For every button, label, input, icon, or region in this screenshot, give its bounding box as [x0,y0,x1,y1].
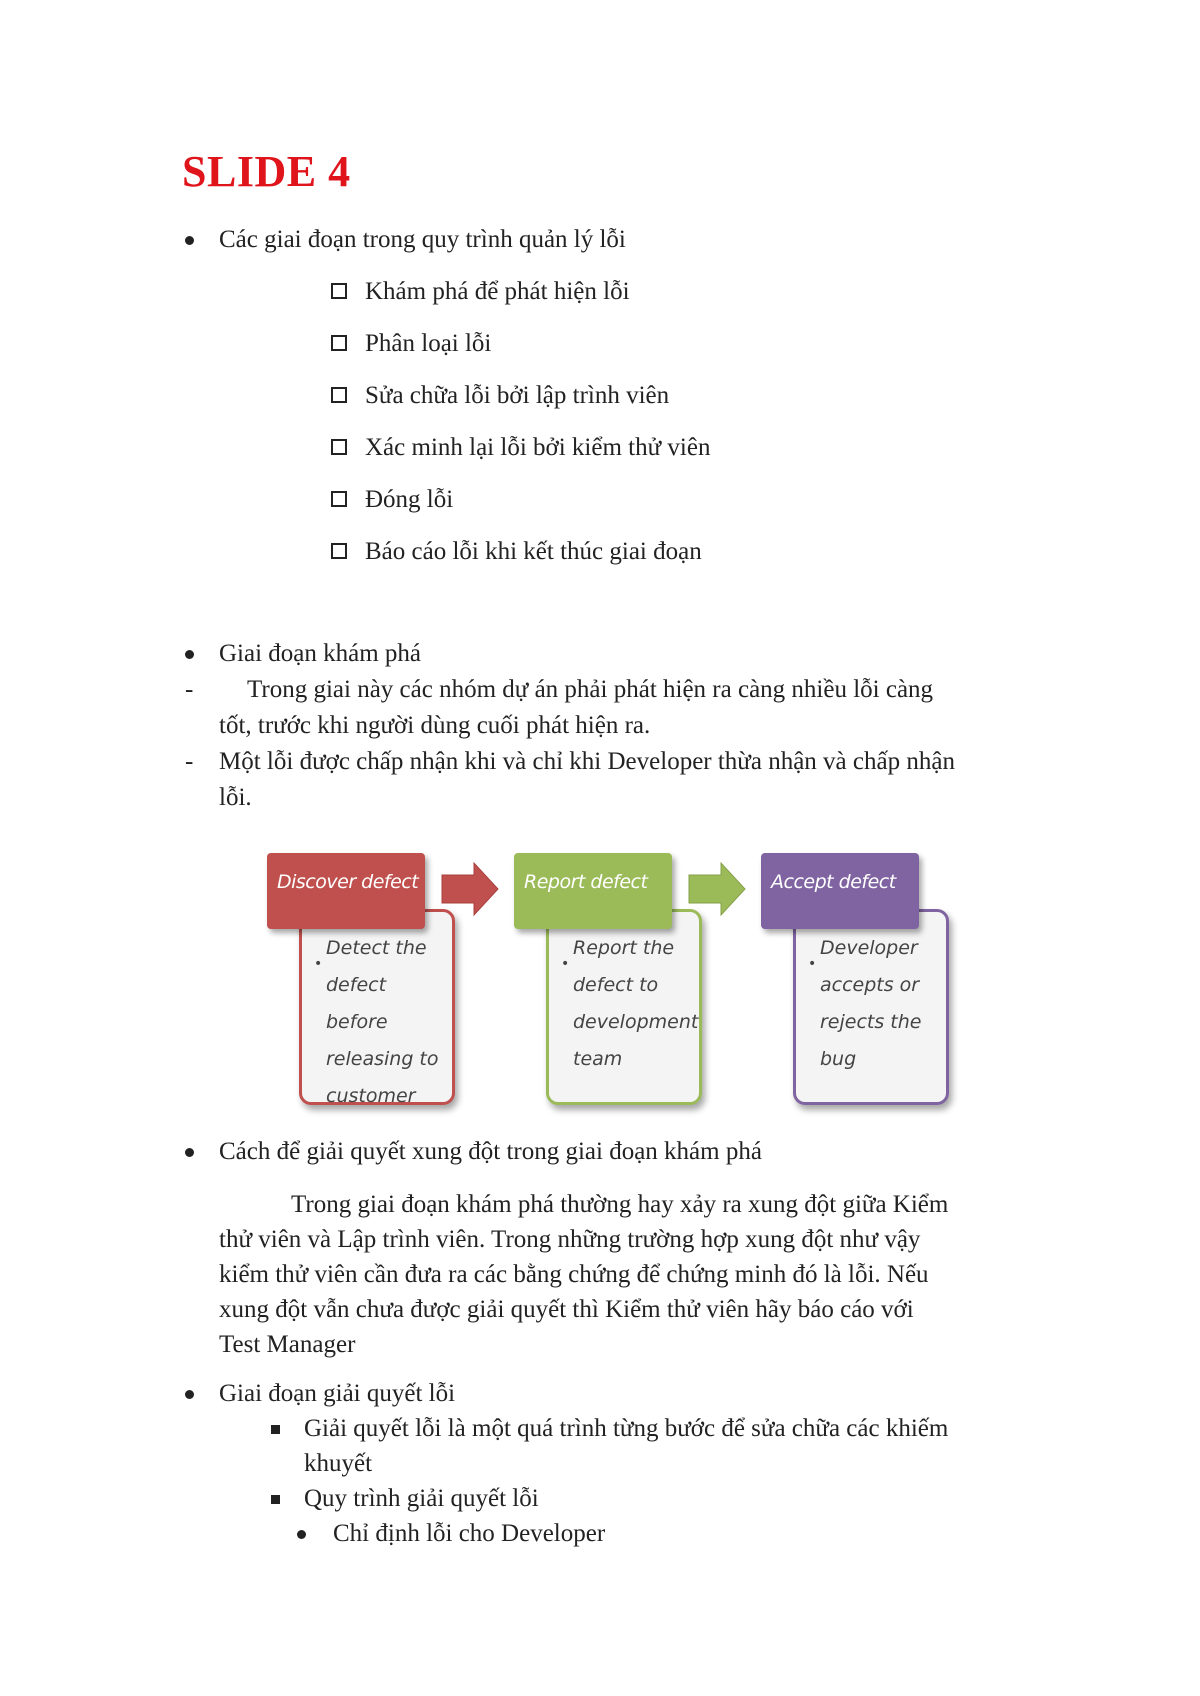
paragraph-line: Trong giai này các nhóm dự án phải phát hiện ra càng nhiều lỗi càng [247,676,934,703]
checkbox-icon [331,335,347,351]
paragraph-line: Quy trình giải quyết lỗi [304,1485,539,1512]
section-heading: Giai đoạn khám phá [219,640,422,667]
dash-marker: - [185,748,194,775]
stage-text-line: Report the [573,937,675,959]
checkbox-icon [331,491,347,507]
square-bullet-icon [271,1495,280,1504]
paragraph-line: Test Manager [219,1331,356,1358]
arrow-right-icon [687,861,747,917]
stage-text-line: team [573,1048,623,1070]
arrow-right-icon [440,861,500,917]
paragraph-line: thử viên và Lập trình viên. Trong những trường hợp xung đột như vậy [219,1226,921,1253]
stage-text-line: development [573,1011,699,1033]
stage-text-line: Developer [820,937,918,959]
stage-title: Report defect [514,853,672,929]
section-heading: Giai đoạn giải quyết lỗi [219,1380,456,1407]
checkbox-icon [331,543,347,559]
stage-title: Accept defect [761,853,919,929]
checkbox-icon [331,387,347,403]
paragraph-line: Giải quyết lỗi là một quá trình từng bước để sửa chữa các khiếm [304,1415,949,1442]
stage-text-line: accepts or [820,974,920,996]
paragraph-line: Trong giai đoạn khám phá thường hay xảy ra xung đột giữa Kiểm [291,1191,949,1218]
list-item: Phân loại lỗi [365,330,492,357]
paragraph-line: kiểm thử viên cần đưa ra các bằng chứng để chứng minh đó là lỗi. Nếu [219,1261,929,1288]
list-item: Sửa chữa lỗi bởi lập trình viên [365,382,670,409]
list-item: Báo cáo lỗi khi kết thúc giai đoạn [365,538,702,565]
bullet-icon [297,1530,306,1539]
stage-text-line: defect before [326,974,388,1033]
list-item: Đóng lỗi [365,486,454,513]
bullet-icon [185,1148,194,1157]
list-item: Khám phá để phát hiện lỗi [365,278,630,305]
checkbox-icon [331,283,347,299]
bullet-icon [185,1390,194,1399]
section-heading: Cách để giải quyết xung đột trong giai đoạn khám phá [219,1138,762,1165]
paragraph-line: lỗi. [219,784,252,811]
stage-text-line: Detect the [326,937,427,959]
paragraph-line: khuyết [304,1450,373,1477]
stage-body: • Detect the defect before releasing to customer [299,909,455,1105]
paragraph-line: Một lỗi được chấp nhận khi và chỉ khi Developer thừa nhận và chấp nhận [219,748,955,775]
stage-body: • Report the defect to development team [546,909,702,1105]
page-title: SLIDE 4 [182,147,351,196]
stage-text-line: rejects the [820,1011,922,1033]
checkbox-icon [331,439,347,455]
stage-text-line: bug [820,1048,857,1070]
paragraph-line: Chỉ định lỗi cho Developer [333,1520,606,1547]
bullet-icon [185,650,194,659]
paragraph-line: tốt, trước khi người dùng cuối phát hiện ra. [219,712,651,739]
stage-body: • Developer accepts or rejects the bug [793,909,949,1105]
stage-title: Discover defect [267,853,425,929]
list-item: Xác minh lại lỗi bởi kiểm thử viên [365,434,711,461]
paragraph-line: xung đột vẫn chưa được giải quyết thì Kiểm thử viên hãy báo cáo với [219,1296,914,1323]
square-bullet-icon [271,1425,280,1434]
stage-text-line: releasing to [326,1048,439,1070]
dash-marker: - [185,676,194,703]
bullet-icon [185,236,194,245]
section-heading: Các giai đoạn trong quy trình quản lý lỗi [219,226,626,253]
stage-accept [761,853,981,1093]
stage-text-line: defect to [573,974,659,996]
stage-text-line: customer [326,1085,416,1107]
defect-process-diagram [262,853,962,1113]
